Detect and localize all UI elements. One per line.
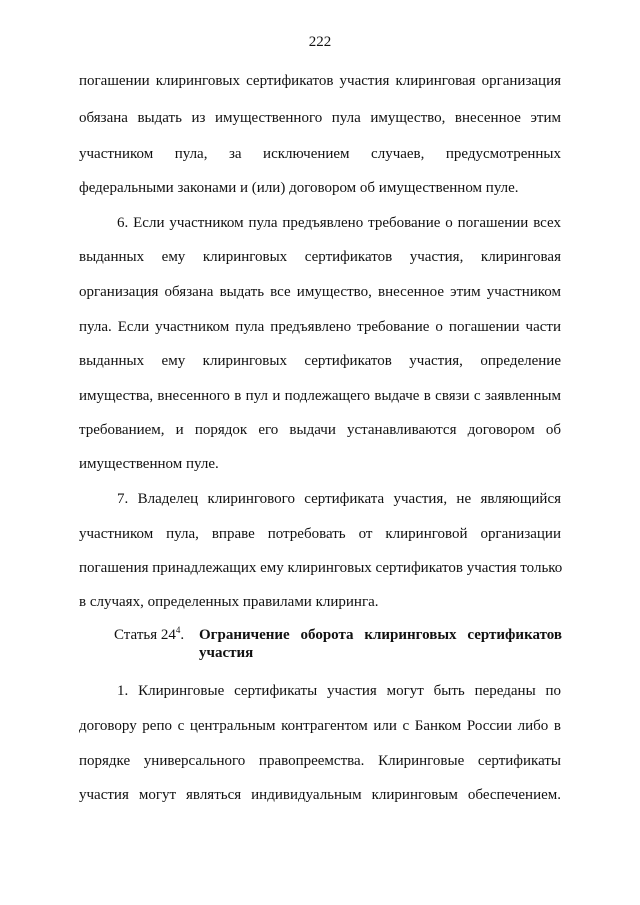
text-line: в случаях, определенных правилами клиринга.	[79, 594, 379, 610]
text-line: выданных ему клиринговых сертификатов участия, определение	[79, 353, 561, 369]
page-number: 222	[308, 34, 332, 50]
text-line: требованием, и порядок его выдачи устанавливаются договором об	[79, 422, 561, 438]
text-line: погашения принадлежащих ему клиринговых сертификатов участия только	[79, 560, 563, 576]
text-line: договору репо с центральным контрагентом или с Банком России либо в	[79, 718, 561, 734]
text-line: выданных ему клиринговых сертификатов участия, клиринговая	[79, 249, 561, 265]
paragraph-6-first-line: 6. Если участником пула предъявлено требование о погашении всех	[117, 215, 561, 231]
text-line: участия могут являться индивидуальным клиринговым обеспечением.	[79, 787, 561, 803]
paragraph-7-first-line: 7. Владелец клирингового сертификата участия, не являющийся	[117, 491, 561, 507]
article-title: Ограничение оборота клиринговых сертификатов участия	[199, 627, 562, 661]
text-line: организация обязана выдать все имущество, внесенное этим участником	[79, 284, 561, 300]
text-line: имущества, внесенного в пул и подлежащего выдаче в связи с заявленным	[79, 388, 561, 404]
article-number-superscript: 4	[175, 625, 181, 635]
paragraph-1-first-line: 1. Клиринговые сертификаты участия могут быть переданы по	[117, 683, 561, 699]
text-line: участником пула, за исключением случаев, предусмотренных	[79, 146, 561, 162]
text-line: порядке универсального правопреемства. Клиринговые сертификаты	[79, 753, 561, 769]
text-line: имущественном пуле.	[79, 456, 219, 472]
text-line: пула. Если участником пула предъявлено требование о погашении части	[79, 319, 561, 335]
text-line: обязана выдать из имущественного пула имущество, внесенное этим	[79, 110, 561, 126]
article-label: Статья $24^4$.	[114, 625, 185, 643]
text-line: участником пула, вправе потребовать от клиринговой организации	[79, 526, 561, 542]
text-line: погашении клиринговых сертификатов участия клиринговая организация	[79, 73, 561, 89]
text-line: федеральными законами и (или) договором об имущественном пуле.	[79, 180, 519, 196]
